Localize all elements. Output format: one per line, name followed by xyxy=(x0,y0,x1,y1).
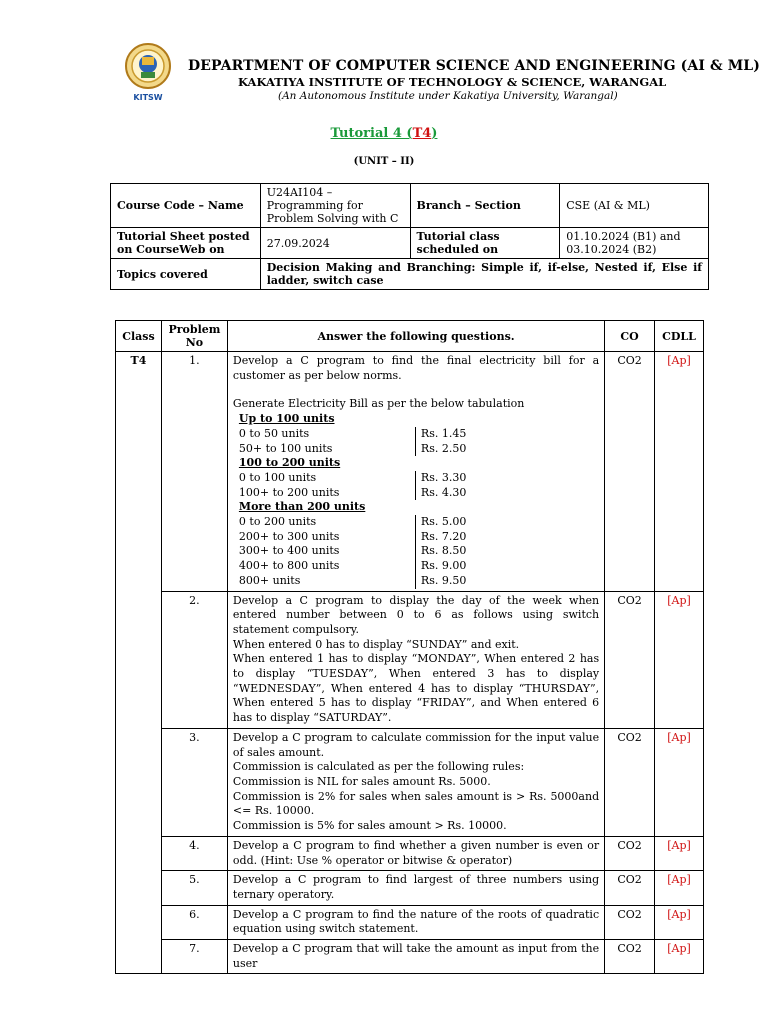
co-value: CO2 xyxy=(605,352,655,592)
cdll-value: [Ap] xyxy=(655,591,704,728)
table-row xyxy=(116,728,704,836)
tariff-rate: Rs. 4.30 xyxy=(420,485,467,499)
scheduled-value: 01.10.2024 (B1) and 03.10.2024 (B2) xyxy=(560,228,709,259)
class-cell: T4 xyxy=(116,352,162,974)
problem-no: 3. xyxy=(161,728,227,836)
tariff-range: 50+ to 100 units xyxy=(238,441,333,455)
problem-no: 6. xyxy=(161,905,227,939)
table-row xyxy=(116,591,704,728)
tariff-group-3 xyxy=(239,515,599,589)
col-cdll: CDLL xyxy=(655,321,704,352)
q3-line: Commission is NIL for sales amount Rs. 5000. xyxy=(232,774,491,788)
tariff-rate: Rs. 5.00 xyxy=(420,515,467,529)
cdll-value: [Ap] xyxy=(655,836,704,870)
q1-intro: Generate Electricity Bill as per the below tabulation xyxy=(232,397,525,411)
question-text: Develop a C program to find the nature of the roots of quadratic equation using switch statement. xyxy=(227,905,604,939)
cdll-value: [Ap] xyxy=(655,728,704,836)
tutorial-prefix: Tutorial 4 ( xyxy=(330,126,413,141)
q3-line: Commission is 5% for sales amount > Rs. 10000. xyxy=(232,819,507,833)
institute-logo xyxy=(120,42,176,104)
course-label: Course Code – Name xyxy=(111,184,261,228)
tariff-rate: Rs. 7.20 xyxy=(420,529,467,543)
problem-no: 2. xyxy=(161,591,227,728)
tariff-rate: Rs. 9.00 xyxy=(420,559,467,573)
col-co: CO xyxy=(605,321,655,352)
cdll-value: [Ap] xyxy=(655,905,704,939)
tariff-group-1 xyxy=(239,427,599,456)
q2-line: Develop a C program to display the day of the week when entered number between 0 to 6 as follows using switch statement compulsory. xyxy=(232,593,600,636)
logo-text: KITSW xyxy=(133,93,163,102)
posted-label: Tutorial Sheet posted on CourseWeb on xyxy=(111,228,261,259)
col-question: Answer the following questions. xyxy=(227,321,604,352)
tariff-range: 0 to 100 units xyxy=(238,470,317,484)
tutorial-title xyxy=(0,126,768,141)
tariff-rate: Rs. 2.50 xyxy=(420,441,467,455)
branch-value: CSE (AI & ML) xyxy=(560,184,709,228)
question-text: Develop a C program that will take the amount as input from the user xyxy=(227,940,604,974)
q3-line: Commission is 2% for sales when sales amount is > Rs. 5000and <= Rs. 10000. xyxy=(232,789,600,818)
course-info-table xyxy=(110,183,709,290)
question-text: Develop a C program to find largest of three numbers using ternary operatory. xyxy=(227,871,604,905)
co-value: CO2 xyxy=(605,836,655,870)
tariff-range: 400+ to 800 units xyxy=(238,559,340,573)
col-problem-no: Problem No xyxy=(161,321,227,352)
problem-no: 5. xyxy=(161,871,227,905)
question-text xyxy=(227,591,604,728)
tariff-group-2 xyxy=(239,471,599,500)
question-text xyxy=(227,352,604,592)
question-text: Develop a C program to find whether a given number is even or odd. (Hint: Use % operator or bitwise & operator) xyxy=(227,836,604,870)
q3-line: Develop a C program to calculate commission for the input value of sales amount. xyxy=(232,730,600,759)
q1-group-title: More than 200 units xyxy=(238,500,366,514)
questions-table xyxy=(115,320,704,974)
department-title: DEPARTMENT OF COMPUTER SCIENCE AND ENGINEERING (AI & ML) xyxy=(188,58,760,74)
q1-group-title: 100 to 200 units xyxy=(238,456,341,470)
topics-label: Topics covered xyxy=(111,259,261,290)
problem-no: 1. xyxy=(161,352,227,592)
scheduled-label: Tutorial class scheduled on xyxy=(410,228,560,259)
table-row xyxy=(116,940,704,974)
topics-value: Decision Making and Branching: Simple if, if-else, Nested if, Else if ladder, switch case xyxy=(260,259,708,290)
q2-line: When entered 0 has to display “SUNDAY” and exit. xyxy=(232,637,520,651)
posted-value: 27.09.2024 xyxy=(260,228,410,259)
tariff-rate: Rs. 1.45 xyxy=(420,426,467,440)
co-value: CO2 xyxy=(605,940,655,974)
tariff-range: 100+ to 200 units xyxy=(238,485,340,499)
question-text xyxy=(227,728,604,836)
tariff-range: 200+ to 300 units xyxy=(238,529,340,543)
table-row xyxy=(116,871,704,905)
cdll-value: [Ap] xyxy=(655,871,704,905)
q3-line: Commission is calculated as per the following rules: xyxy=(232,760,525,774)
tariff-rate: Rs. 3.30 xyxy=(420,470,467,484)
q1-text: Develop a C program to find the final electricity bill for a customer as per below norms. xyxy=(232,354,600,382)
tutorial-suffix: ) xyxy=(431,126,438,141)
problem-no: 7. xyxy=(161,940,227,974)
cdll-value: [Ap] xyxy=(655,940,704,974)
tariff-range: 0 to 200 units xyxy=(238,515,317,529)
col-class: Class xyxy=(116,321,162,352)
table-row xyxy=(116,905,704,939)
problem-no: 4. xyxy=(161,836,227,870)
tariff-rate: Rs. 8.50 xyxy=(420,544,467,558)
tariff-range: 800+ units xyxy=(238,573,301,587)
institute-name: KAKATIYA INSTITUTE OF TECHNOLOGY & SCIENCE, WARANGAL xyxy=(238,75,667,89)
tariff-range: 300+ to 400 units xyxy=(238,544,340,558)
q2-line: When entered 1 has to display “MONDAY”, When entered 2 has to display “TUESDAY”, When entered 3 has to display “WEDNESDAY”, When entered 4 has to display “THURSDAY”, When entered 5 has to display “FRIDAY”, and When entered 6 has to display “SATURDAY”. xyxy=(232,652,600,725)
co-value: CO2 xyxy=(605,728,655,836)
table-row xyxy=(116,352,704,592)
unit-label: (UNIT – II) xyxy=(353,156,415,167)
tariff-rate: Rs. 9.50 xyxy=(420,573,467,587)
table-row xyxy=(116,836,704,870)
tutorial-code: T4 xyxy=(412,126,432,141)
co-value: CO2 xyxy=(605,591,655,728)
co-value: CO2 xyxy=(605,871,655,905)
institute-subtitle: (An Autonomous Institute under Kakatiya University, Warangal) xyxy=(278,90,618,102)
co-value: CO2 xyxy=(605,905,655,939)
tariff-range: 0 to 50 units xyxy=(238,426,310,440)
course-value: U24AI104 – Programming for Problem Solving with C xyxy=(260,184,410,228)
cdll-value: [Ap] xyxy=(655,352,704,592)
branch-label: Branch – Section xyxy=(410,184,560,228)
q1-group-title: Up to 100 units xyxy=(238,412,335,426)
